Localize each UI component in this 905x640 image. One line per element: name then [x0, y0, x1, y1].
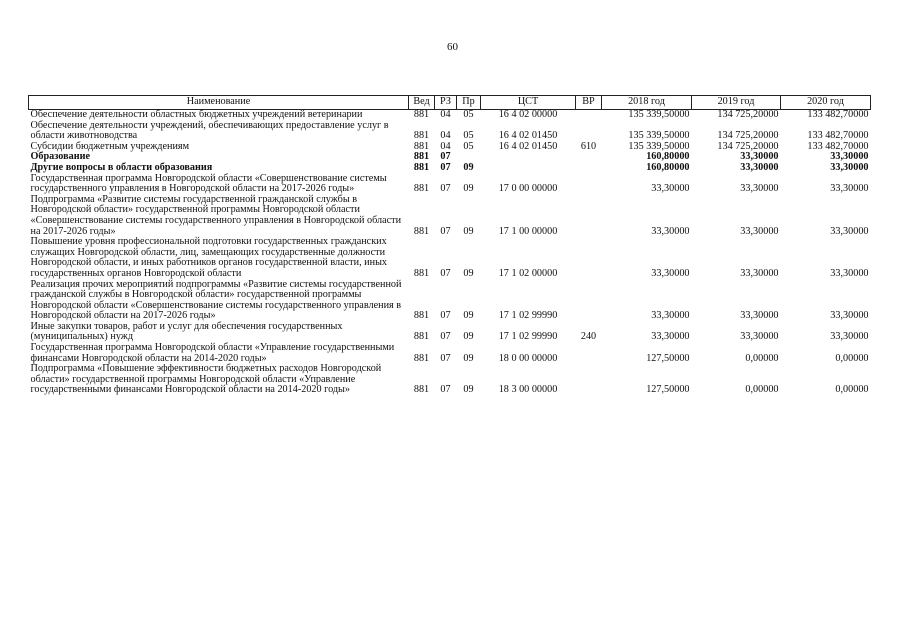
cell-2019: 134 725,20000	[717, 109, 779, 120]
cell-cst: 17 1 02 00000	[498, 267, 558, 279]
cell-pr: 05	[463, 109, 474, 120]
cell-vr	[576, 152, 602, 163]
cell-2020: 133 482,70000	[807, 109, 869, 120]
cell-vr	[576, 121, 602, 142]
cell-ved: 881	[413, 161, 430, 173]
cell-2018: 127,50000	[646, 384, 690, 396]
cell-rz: 07	[440, 331, 451, 343]
cell-cst: 16 4 02 01450	[498, 130, 558, 142]
cell-2020: 33,30000	[830, 331, 869, 343]
cell-rz: 04	[440, 109, 451, 120]
cell-2018: 33,30000	[651, 225, 690, 237]
cell-name: Реализация прочих мероприятий подпрограммы «Развитие системы государственной гражданской службы в Новгородской области» государственной программы Новгородской области «Совершенствование системы государственного управления в Новгородской области на 2017-2026 годы»	[30, 278, 402, 322]
cell-2020: 33,30000	[830, 225, 869, 237]
header-2019: 2019 год	[692, 96, 781, 110]
cell-pr: 09	[463, 352, 474, 364]
table-header-row	[29, 96, 871, 110]
page-number: 60	[447, 41, 458, 53]
cell-name: Обеспечение деятельности областных бюджетных учреждений ветеринарии	[30, 109, 363, 120]
cell-rz: 07	[440, 267, 451, 279]
cell-rz: 07	[440, 161, 451, 173]
header-name: Наименование	[29, 96, 409, 110]
cell-pr: 09	[463, 384, 474, 396]
cell-2018: 33,30000	[651, 183, 690, 195]
cell-pr: 05	[463, 140, 474, 152]
cell-2019: 0,00000	[745, 352, 779, 364]
cell-2018: 135 339,50000	[628, 109, 690, 120]
cell-cst	[481, 163, 576, 174]
cell-vr	[576, 280, 602, 322]
cell-vr	[576, 174, 602, 195]
cell-2019: 33,30000	[740, 331, 779, 343]
table-row	[29, 195, 871, 237]
cell-ved: 881	[413, 183, 430, 195]
cell-2018: 135 339,50000	[628, 140, 690, 152]
cell-vr: 610	[580, 140, 597, 152]
cell-2019: 134 725,20000	[717, 140, 779, 152]
cell-2020: 0,00000	[835, 384, 869, 396]
cell-2018: 160,80000	[646, 151, 690, 163]
cell-vr	[576, 343, 602, 364]
cell-ved: 881	[413, 352, 430, 364]
cell-2019: 33,30000	[740, 183, 779, 195]
cell-cst: 18 0 00 00000	[498, 352, 558, 364]
cell-cst	[481, 152, 576, 163]
cell-2018: 33,30000	[651, 267, 690, 279]
cell-2018: 33,30000	[651, 310, 690, 322]
cell-ved: 881	[413, 140, 430, 152]
cell-vr	[576, 195, 602, 237]
cell-ved: 881	[413, 225, 430, 237]
cell-cst: 17 1 02 99990	[498, 331, 558, 343]
cell-rz: 07	[440, 384, 451, 396]
cell-vr	[576, 163, 602, 174]
cell-vr	[576, 237, 602, 279]
cell-cst: 17 1 00 00000	[498, 225, 558, 237]
cell-name: Иные закупки товаров, работ и услуг для обеспечения государственных (муниципальных) нужд	[30, 320, 343, 343]
header-vr: ВР	[576, 96, 602, 110]
cell-cst: 18 3 00 00000	[498, 384, 558, 396]
header-pr: Пр	[457, 96, 481, 110]
cell-2019: 0,00000	[745, 384, 779, 396]
cell-name: Обеспечение деятельности учреждений, обеспечивающих предоставление услуг в области животноводства	[30, 119, 389, 142]
cell-name: Субсидии бюджетным учреждениям	[30, 140, 190, 152]
cell-ved: 881	[413, 151, 430, 163]
cell-2020: 33,30000	[830, 310, 869, 322]
cell-name: Государственная программа Новгородской области «Управление государственными финансами Новгородской области на 2014-2020 годы»	[30, 342, 395, 364]
cell-2018: 127,50000	[646, 352, 690, 364]
cell-2020: 0,00000	[835, 352, 869, 364]
cell-2020: 133 482,70000	[807, 130, 869, 142]
cell-2020: 33,30000	[830, 161, 869, 173]
cell-2018: 33,30000	[651, 331, 690, 343]
header-ved: Вед	[409, 96, 435, 110]
cell-pr: 09	[463, 225, 474, 237]
cell-name: Подпрограмма «Развитие системы государственной гражданской службы в Новгородской области» государственной программы Новгородской области «Совершенствование системы государственного управления в Новгородской области на 2017-2026 годы»	[30, 193, 402, 237]
table-row	[29, 280, 871, 322]
header-2018: 2018 год	[602, 96, 692, 110]
cell-ved: 881	[413, 130, 430, 142]
cell-pr: 09	[463, 183, 474, 195]
header-rz: РЗ	[435, 96, 457, 110]
cell-name: Другие вопросы в области образования	[30, 161, 213, 173]
cell-vr	[576, 364, 602, 396]
table-row	[29, 322, 871, 343]
table-row	[29, 110, 871, 121]
header-2020: 2020 год	[781, 96, 871, 110]
table-row	[29, 174, 871, 195]
cell-pr: 09	[463, 310, 474, 322]
cell-pr: 05	[463, 130, 474, 142]
table-row	[29, 163, 871, 174]
cell-cst: 16 4 02 00000	[498, 109, 558, 120]
cell-2019: 33,30000	[740, 151, 779, 163]
cell-2018: 160,80000	[646, 161, 690, 173]
cell-ved: 881	[413, 384, 430, 396]
cell-2020: 33,30000	[830, 151, 869, 163]
cell-2020: 33,30000	[830, 267, 869, 279]
cell-pr: 09	[463, 267, 474, 279]
cell-name: Повышение уровня профессиональной подготовки государственных гражданских служащих Новгородской области, лиц, замещающих государственные должности Новгородской области, и иных работников органов государственной власти, иных государственных органов Новгородской области	[30, 236, 388, 279]
cell-cst: 16 4 02 01450	[498, 140, 558, 152]
table-body	[29, 110, 871, 397]
cell-2019: 134 725,20000	[717, 130, 779, 142]
header-cst: ЦСТ	[481, 96, 576, 110]
cell-2019: 33,30000	[740, 310, 779, 322]
cell-ved: 881	[413, 310, 430, 322]
cell-rz: 07	[440, 310, 451, 322]
cell-vr: 240	[580, 331, 597, 343]
table-row	[29, 121, 871, 142]
cell-ved: 881	[413, 267, 430, 279]
cell-2020: 33,30000	[830, 183, 869, 195]
table-row	[29, 364, 871, 396]
cell-cst: 17 0 00 00000	[498, 183, 558, 195]
cell-ved: 881	[413, 109, 430, 120]
cell-rz: 04	[440, 130, 451, 142]
cell-rz: 07	[440, 225, 451, 237]
cell-cst: 17 1 02 99990	[498, 310, 558, 322]
table-row	[29, 237, 871, 279]
cell-2019: 33,30000	[740, 267, 779, 279]
cell-pr: 09	[463, 161, 474, 173]
cell-rz: 07	[440, 352, 451, 364]
cell-rz: 04	[440, 140, 451, 152]
cell-rz: 07	[440, 183, 451, 195]
cell-2018: 135 339,50000	[628, 130, 690, 142]
budget-table	[28, 95, 871, 396]
cell-ved: 881	[413, 331, 430, 343]
cell-name: Подпрограмма «Повышение эффективности бюджетных расходов Новгородской области» государственной программы Новгородской области «Управление государственными финансами Новгородской области на 2014-2020 годы»	[30, 363, 382, 396]
cell-pr: 09	[463, 331, 474, 343]
cell-2019: 33,30000	[740, 225, 779, 237]
cell-vr	[576, 110, 602, 121]
cell-rz: 07	[440, 151, 451, 163]
cell-2019: 33,30000	[740, 161, 779, 173]
cell-name: Государственная программа Новгородской области «Совершенствование системы государственного управления в Новгородской области на 2017-2026 годы»	[30, 172, 387, 195]
table-row	[29, 343, 871, 364]
cell-2020: 133 482,70000	[807, 140, 869, 152]
cell-name: Образование	[30, 151, 91, 163]
